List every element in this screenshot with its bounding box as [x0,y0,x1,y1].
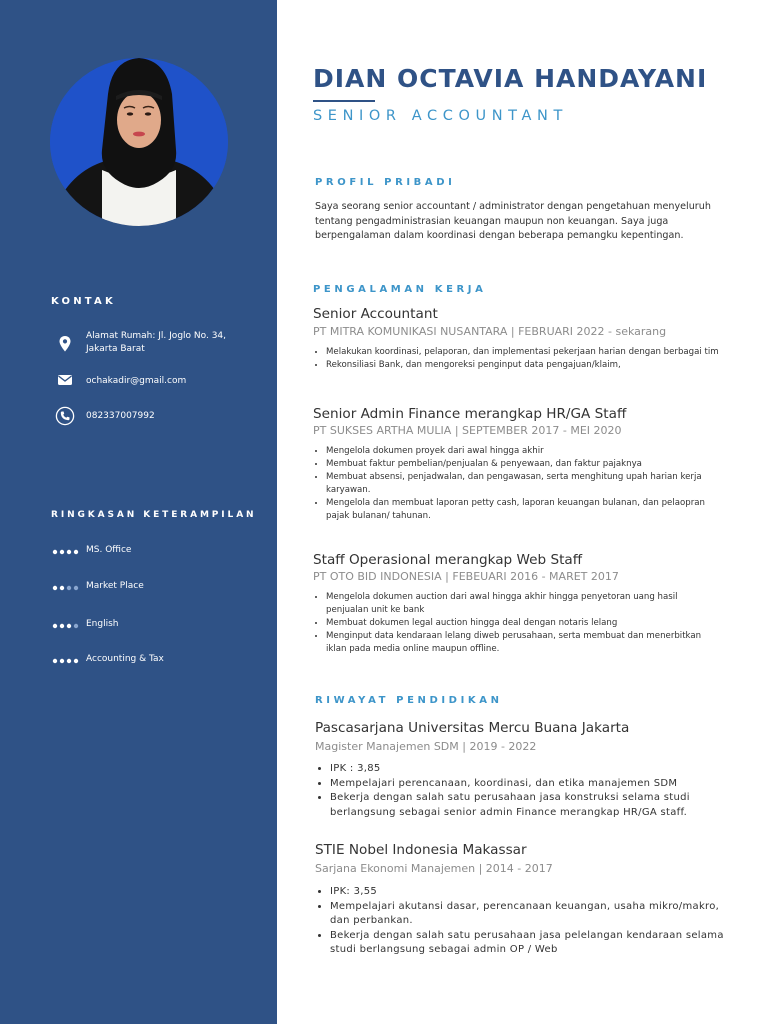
job-title: Senior Admin Finance merangkap HR/GA Staff [313,406,627,422]
person-portrait-icon [50,58,228,226]
education-degree: Sarjana Ekonomi Manajemen | 2014 - 2017 [315,862,553,875]
list-item: • Melakukan koordinasi, pelaporan, dan implementasi pekerjaan harian dengan berbagai tim [326,346,721,359]
list-item: • Menginput data kendaraan lelang diweb perusahaan, serta membuat dan menerbitkan iklan pada media online maupun offline. [326,630,721,656]
profile-heading: PROFIL PRIBADI [315,177,456,188]
job-company: PT OTO BID INDONESIA | FEBEUARI 2016 - MARET 2017 [313,570,619,583]
education-heading: RIWAYAT PENDIDIKAN [315,695,503,706]
contact-phone[interactable]: 082337007992 [86,411,155,421]
job-bullets [313,445,721,523]
candidate-name: DIAN OCTAVIA HANDAYANI [313,64,708,93]
education-bullets [315,885,730,958]
education-school: STIE Nobel Indonesia Makassar [315,842,527,858]
list-item: • Membuat dokumen legal auction hingga deal dengan notaris lelang [326,617,721,630]
list-item: • Rekonsiliasi Bank, dan mengoreksi penginput data pengajuan/klaim, [326,359,721,372]
list-item: • Mempelajari perencanaan, koordinasi, dan etika manajemen SDM [330,777,730,792]
job-bullets [313,591,721,656]
skill-label: Market Place [86,581,144,591]
contact-address: Alamat Rumah: Jl. Joglo No. 34, Jakarta Barat [86,331,227,354]
sidebar [0,0,277,1024]
job-bullets [313,346,721,372]
skill-rating-dots [52,658,80,664]
list-item: • Bekerja dengan salah satu perusahaan jasa konstruksi selama studi berlangsung sebagai senior admin Finance merangkap HR/GA staff. [330,791,730,820]
skill-rating-dots [52,585,80,591]
list-item: • Mengelola dan membuat laporan petty cash, laporan keuangan bulanan, dan pelaopran pajak bulanan/ tahunan. [326,497,721,523]
job-company: PT MITRA KOMUNIKASI NUSANTARA | FEBRUARI 2022 - sekarang [313,325,667,338]
list-item: • Bekerja dengan salah satu perusahaan jasa pelelangan kendaraan selama studi berlangsung sebagai admin OP / Web [330,929,730,958]
list-item: • Membuat faktur pembelian/penjualan & penyewaan, dan faktur pajaknya [326,458,721,471]
list-item: • Membuat absensi, penjadwalan, dan pengawasan, serta menghitung upah harian kerja karyawan. [326,471,721,497]
skill-rating-dots [52,623,80,629]
candidate-role: SENIOR ACCOUNTANT [313,108,568,124]
location-pin-icon [55,334,75,354]
list-item: • Mempelajari akutansi dasar, perencanaan keuangan, usaha mikro/makro, dan perbankan. [330,900,730,929]
profile-photo [50,58,228,226]
envelope-icon [55,370,75,390]
job-company: PT SUKSES ARTHA MULIA | SEPTEMBER 2017 - MEI 2020 [313,424,622,437]
list-item: • Mengelola dokumen auction dari awal hingga akhir hingga penyetoran uang hasil penjualan unit ke bank [326,591,721,617]
education-degree: Magister Manajemen SDM | 2019 - 2022 [315,740,537,753]
experience-heading: PENGALAMAN KERJA [313,284,487,295]
skill-label: Accounting & Tax [86,654,164,664]
skill-rating-dots [52,549,80,555]
name-divider [313,100,375,102]
education-school: Pascasarjana Universitas Mercu Buana Jakarta [315,720,630,736]
education-bullets [315,762,730,820]
job-title: Senior Accountant [313,306,438,322]
contact-email[interactable]: ochakadir@gmail.com [86,376,187,386]
profile-text: Saya seorang senior accountant / administrator dengan pengetahuan menyeluruh tentang pengadministrasian keuangan maupun non keuangan. Saya juga berpengalaman dalam koordinasi dengan beberapa pemangku kepentingan. [315,201,711,241]
contact-heading: KONTAK [51,296,116,307]
job-title: Staff Operasional merangkap Web Staff [313,552,583,568]
list-item: • IPK: 3,55 [330,885,730,900]
list-item: • Mengelola dokumen proyek dari awal hingga akhir [326,445,721,458]
skill-label: English [86,619,119,629]
skill-label: MS. Office [86,545,132,555]
phone-icon [55,406,75,426]
list-item: • IPK : 3,85 [330,762,730,777]
skills-heading: RINGKASAN KETERAMPILAN [51,510,257,520]
